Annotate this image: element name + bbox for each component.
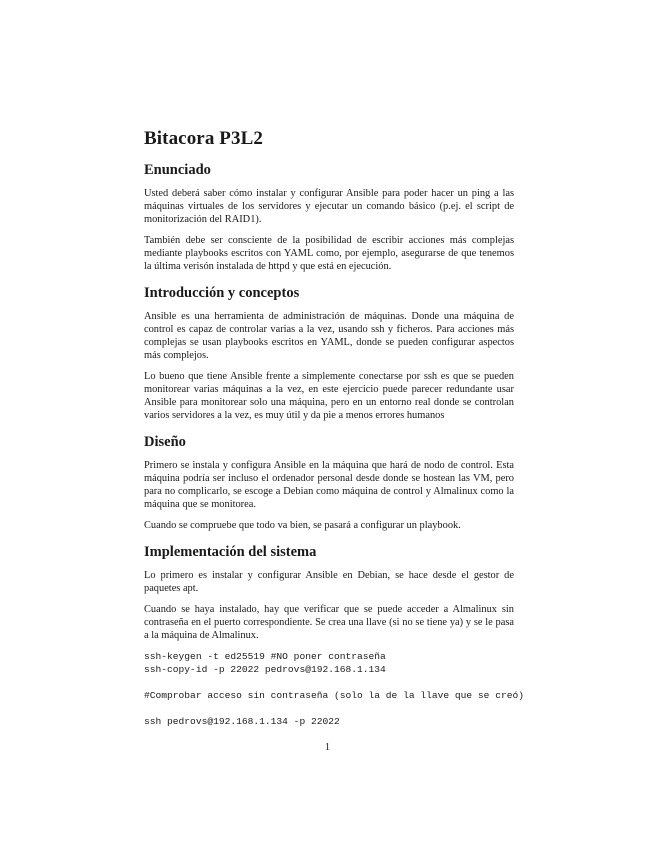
paragraph: Lo primero es instalar y configurar Ansible en Debian, se hace desde el gestor de paquetes apt.: [144, 570, 514, 594]
paragraph: Ansible es una herramienta de administración de máquinas. Donde una máquina de control es capaz de controlar varias a la vez, usando ssh y ficheros. Para acciones más complejas se usan playbooks escritos en YAML, donde se pueden configurar aspectos más complejos.: [144, 311, 514, 361]
paragraph: Cuando se haya instalado, hay que verificar que se puede acceder a Almalinux sin contraseña en el puerto correspondiente. Se crea una llave (si no se tiene ya) y se le pasa a la máquina de Almalinux.: [144, 604, 514, 641]
code-line: #Comprobar acceso sin contraseña (solo la de la llave que se creó): [144, 690, 524, 701]
paragraph: Cuando se compruebe que todo va bien, se pasará a configurar un playbook.: [144, 520, 461, 531]
code-blank-line: [144, 676, 514, 689]
section-implementacion: [144, 544, 524, 728]
page-number: 1: [324, 742, 331, 753]
code-line: ssh-copy-id -p 22022 pedrovs@192.168.1.134: [144, 664, 386, 675]
section-introduccion: [144, 285, 514, 422]
paragraph: Primero se instala y configura Ansible en la máquina que hará de nodo de control. Esta máquina podría ser incluso el ordenador personal desde donde se hostean las VM, pero para no complicarlo, se escoge a Debian como máquina de control y Almalinux como la máquina que se monitorea.: [144, 460, 514, 510]
section-enunciado: [144, 162, 514, 273]
code-line: ssh-keygen -t ed25519 #NO poner contraseña: [144, 651, 386, 662]
document-title: Bitacora P3L2: [144, 128, 263, 149]
paragraph: También debe ser consciente de la posibilidad de escribir acciones más complejas mediante playbooks escritos con YAML como, por ejemplo, asegurarse de que tenemos la última verisón instalada de httpd y que está en ejecución.: [144, 235, 514, 272]
paragraph: Usted deberá saber cómo instalar y configurar Ansible para poder hacer un ping a las máquinas virtuales de los servidores y ejecutar un comando básico (p.ej. el script de monitorización del RAID1).: [144, 188, 514, 225]
section-heading: Enunciado: [144, 162, 211, 178]
section-heading: Diseño: [144, 434, 186, 450]
section-diseno: [144, 434, 514, 532]
code-blank-line: [144, 702, 514, 715]
paragraph: Lo bueno que tiene Ansible frente a simplemente conectarse por ssh es que se pueden monitorear varias máquinas a la vez, en este ejercicio puede parecer redundante usar Ansible para monitorear solo una máquina, pero en un entorno real donde se controlan varios servidores a la vez, es muy útil y da pie a menos errores humanos: [144, 371, 514, 421]
section-heading: Implementación del sistema: [144, 544, 317, 560]
document-page: [144, 128, 524, 740]
section-heading: Introducción y conceptos: [144, 285, 300, 301]
code-line: ssh pedrovs@192.168.1.134 -p 22022: [144, 716, 340, 727]
code-block: [144, 650, 524, 728]
